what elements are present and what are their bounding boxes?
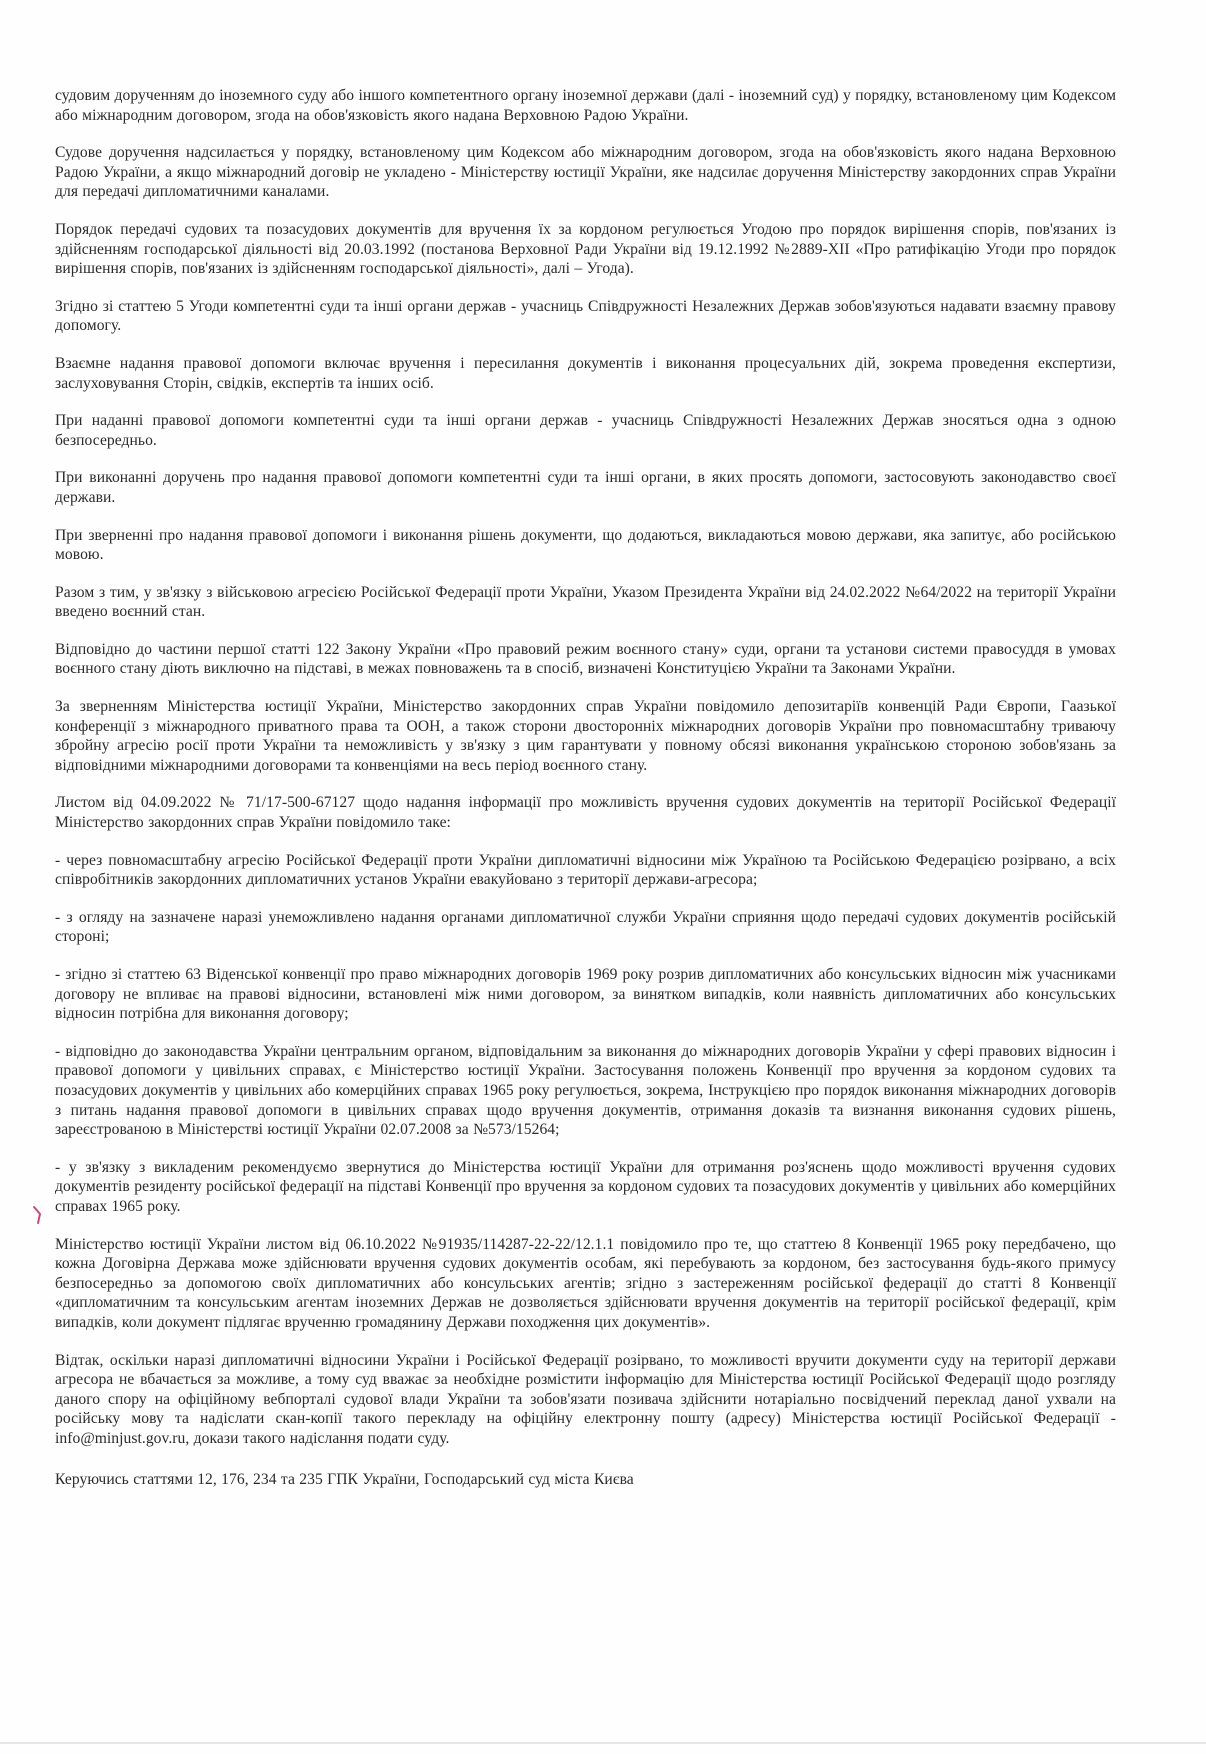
paragraph: При наданні правової допомоги компетентні суди та інші органи держав - учасниць Співдружності Незалежних Держав зносяться одна з одною безпосередньо. <box>55 412 1116 449</box>
paragraph: Листом від 04.09.2022 № 71/17-500-67127 щодо надання інформації про можливість вручення судових документів на території Російської Федерації Міністерство закордонних справ України повідомило таке: <box>55 794 1116 832</box>
paragraph: Відповідно до частини першої статті 122 Закону України «Про правовий режим воєнного стану» суди, органи та установи системи правосуддя в умовах воєнного стану діють виключно на підставі, в межах повноважень та в спосіб, визначені Конституцією України та Законами України. <box>55 640 1116 678</box>
list-item: - згідно зі статтею 63 Віденської конвенції про право міжнародних договорів 1969 року розрив дипломатичних або консульських відносин між учасниками договору не впливає на правові відносини, встановлені між ними договором, за винятком випадків, коли наявність дипломатичних або консульських відносин потрібна для виконання договору; <box>55 966 1116 1023</box>
paragraph: судовим дорученням до іноземного суду або іншого компетентного органу іноземної держави (далі - іноземний суд) у порядку, встановленому цим Кодексом або міжнародним договором, згода на обов'язковість якого надана Верховною Радою України. <box>55 87 1116 124</box>
paragraph: Порядок передачі судових та позасудових документів для вручення їх за кордоном регулюється Угодою про порядок вирішення спорів, пов'язаних із здійсненням господарської діяльності від 20.03.1992 (постанова Верховної Ради України від 19.12.1992 №2889-XII «Про ратифікацію Угоди про порядок вирішення спорів, пов'язаних із здійсненням господарської діяльності», далі – Угода). <box>55 220 1116 278</box>
paragraph: За зверненням Міністерства юстиції України, Міністерство закордонних справ України повідомило депозитаріїв конвенцій Ради Європи, Гаазької конференції з міжнародного приватного права та ООН, а також сторони двосторонніх міжнародних договорів України про повномасштабну триваючу збройну агресію росії проти України та неможливість у зв'язку з цим гарантувати у повному обсязі виконання українською стороною зобов'язань за відповідними міжнародними договорами та конвенціями на весь період воєнного стану. <box>55 698 1116 774</box>
list-item: - через повномасштабну агресію Російської Федерації проти України дипломатичні відносини між Україною та Російською Федерацією розірвано, а всіх співробітників закордонних дипломатичних установ України евакуйовано з території держави-агресора; <box>55 851 1116 889</box>
list-item: - у зв'язку з викладеним рекомендуємо звернутися до Міністерства юстиції України для отримання роз'яснень щодо можливості вручення судових документів резиденту російської федерації на підставі Конвенції про вручення за кордоном судових та позасудових документів у цивільних або комерційних справах 1965 року. <box>55 1158 1116 1215</box>
paragraph: Разом з тим, у зв'язку з військовою агресією Російської Федерації проти України, Указом Президента України від 24.02.2022 №64/2022 на території України введено воєнний стан. <box>55 583 1116 621</box>
paragraph: Згідно зі статтею 5 Угоди компетентні суди та інші органи держав - учасниць Співдружності Незалежних Держав зобов'язуються надавати взаємну правову допомогу. <box>55 297 1116 335</box>
paragraph: Судове доручення надсилається у порядку, встановленому цим Кодексом або міжнародним договором, згода на обов'язковість якого надана Верховною Радою України, а якщо міжнародний договір не укладено - Міністерству юстиції України, яке надсилає доручення Міністерству закордонних справ України для передачі дипломатичними каналами. <box>55 144 1116 201</box>
document-body <box>55 86 1116 1508</box>
closing-paragraph: Керуючись статтями 12, 176, 234 та 235 ГПК України, Господарський суд міста Києва <box>55 1471 634 1489</box>
margin-tick-mark <box>32 1205 44 1227</box>
list-item: - з огляду на зазначене наразі унеможливлено надання органами дипломатичної служби України сприяння щодо передачі судових документів російській стороні; <box>55 908 1116 946</box>
paragraph: Взаємне надання правової допомоги включає вручення і пересилання документів і виконання процесуальних дій, зокрема проведення експертизи, заслуховування Сторін, свідків, експертів та інших осіб. <box>55 354 1116 392</box>
paragraph: При зверненні про надання правової допомоги і виконання рішень документи, що додаються, викладаються мовою держави, яка запитує, або російською мовою. <box>55 526 1116 564</box>
list-item: - відповідно до законодавства України центральним органом, відповідальним за виконання до міжнародних договорів України у сфері правових відносин і правової допомоги у цивільних справах, є Міністерство юстиції України. Застосування положень Конвенції про вручення за кордоном судових та позасудових документів у цивільних або комерційних справах 1965 року регулюється, зокрема, Інструкцією про порядок виконання міжнародних договорів з питань надання правової допомоги в цивільних справах щодо вручення документів, отримання доказів та визнання виконання судових рішень, зареєстрованою в Міністерстві юстиції України 02.07.2008 за №573/15264; <box>55 1042 1116 1139</box>
scan-bottom-edge <box>0 1742 1206 1744</box>
paragraph: При виконанні доручень про надання правової допомоги компетентні суди та інші органи, в яких просять допомоги, застосовують законодавство своєї держави. <box>55 469 1116 506</box>
paragraph: Міністерство юстиції України листом від 06.10.2022 №91935/114287-22-22/12.1.1 повідомило про те, що статтею 8 Конвенції 1965 року передбачено, що кожна Договірна Держава може здійснювати вручення судових документів особам, які перебувають за кордоном, без застосування будь-якого примусу безпосередньо за допомогою своїх дипломатичних або консульських агентів; згідно з застереженням російської федерації до статті 8 Конвенції «дипломатичним та консульським агентам іноземних Держав не дозволяється здійснювати вручення документів на території російської федерації, крім випадків, коли документ підлягає врученню громадянину Держави походження цих документів». <box>55 1235 1116 1331</box>
paragraph: Відтак, оскільки наразі дипломатичні відносини України і Російської Федерації розірвано, то можливості вручити документи суду на території держави агресора не вбачається за можливе, а тому суд вважає за необхідне розмістити інформацію для Міністерства юстиції Російської Федерації щодо розгляду даного спору на офіційному вебпорталі судової влади України та зобов'язати позивача здійснити нотаріально посвідчений переклад даної ухвали на російську мову та надіслати скан-копії такого перекладу на офіційну електронну пошту (адресу) Міністерства юстиції Російської Федерації - info@minjust.gov.ru, докази такого надіслання подати суду. <box>55 1351 1116 1447</box>
